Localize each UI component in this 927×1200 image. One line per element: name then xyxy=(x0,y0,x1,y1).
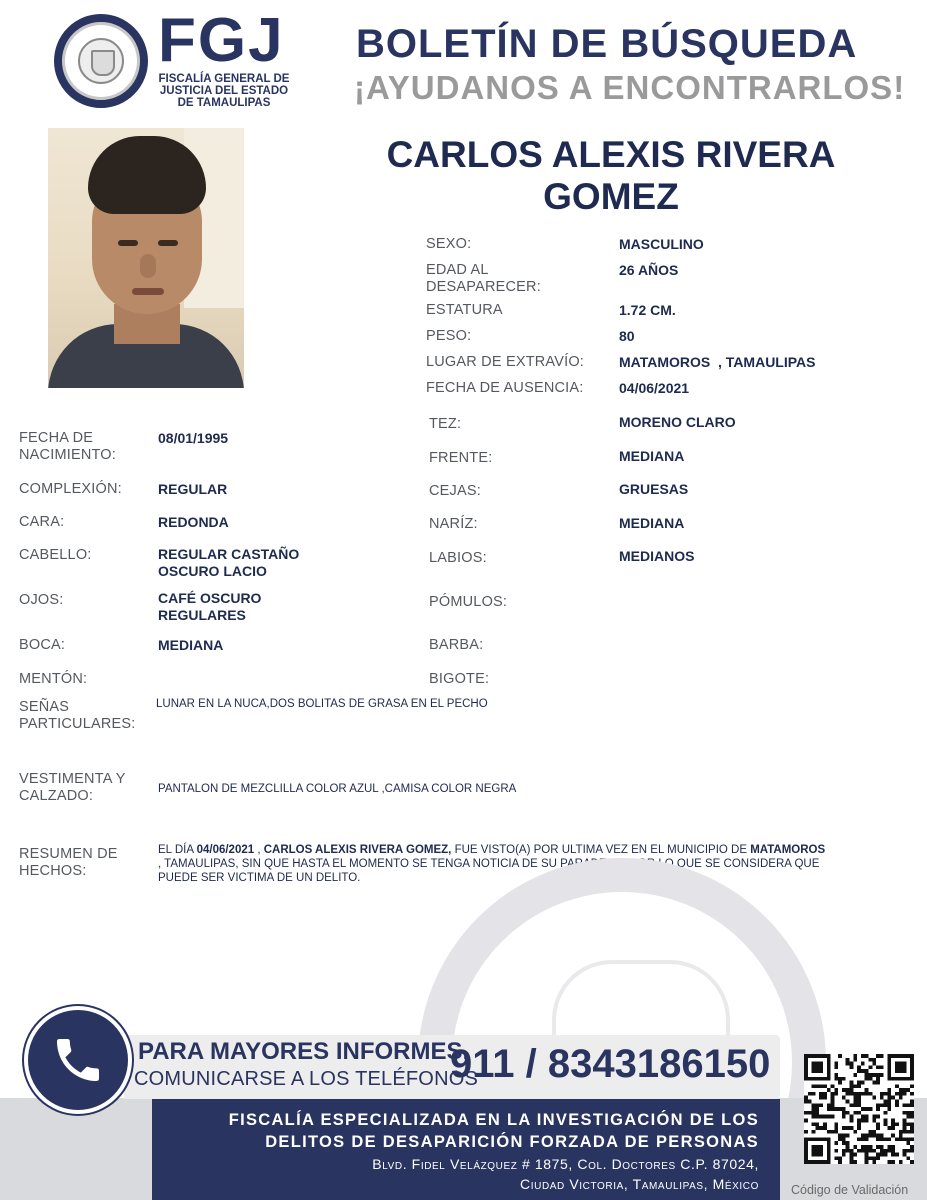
fgj-seal-icon xyxy=(78,38,124,84)
age-value: 26 AÑOS xyxy=(619,262,679,278)
sex-value: MASCULINO xyxy=(619,236,704,252)
lips-value: MEDIANOS xyxy=(619,548,695,564)
height-label: ESTATURA xyxy=(426,302,503,318)
fgj-sub-line: FISCALÍA GENERAL DE xyxy=(158,73,290,85)
marks-label-line1: SEÑAS xyxy=(19,699,70,715)
clothing-label-line2: CALZADO: xyxy=(19,788,94,804)
bulletin-title: BOLETÍN DE BÚSQUEDA xyxy=(356,22,858,66)
absence-date-label: FECHA DE AUSENCIA: xyxy=(426,380,584,396)
mouth-label: BOCA: xyxy=(19,637,66,653)
fgj-logo-text: FGJ xyxy=(158,6,285,75)
qr-caption: Código de Validación xyxy=(791,1183,909,1197)
forehead-value: MEDIANA xyxy=(619,448,685,464)
summary-name: CARLOS ALEXIS RIVERA GOMEZ, xyxy=(263,844,452,856)
birth-label-line1: FECHA DE xyxy=(19,430,94,446)
birth-date-value: 08/01/1995 xyxy=(158,430,229,446)
eyes-value-line1: CAFÉ OSCURO xyxy=(158,590,262,606)
fgj-logo xyxy=(54,14,148,108)
missing-person-photo xyxy=(48,128,244,388)
place-value: MATAMOROS , TAMAULIPAS xyxy=(619,354,816,370)
summary-label xyxy=(19,846,118,880)
marks-value: LUNAR EN LA NUCA,DOS BOLITAS DE GRASA EN EL PECHO xyxy=(156,698,488,710)
summary-line2: , TAMAULIPAS, SIN QUE HASTA EL MOMENTO SE TENGA NOTICIA DE SU PARADERO, POR LO QUE SE CONSIDERA QUE xyxy=(158,858,820,870)
face-label: CARA: xyxy=(19,514,65,530)
phone-icon xyxy=(24,1006,132,1114)
forehead-label: FRENTE: xyxy=(429,450,493,466)
beard-label: BARBA: xyxy=(429,637,484,653)
clothing-label xyxy=(19,771,126,805)
hair-value-line2: OSCURO LACIO xyxy=(158,563,267,579)
hair-label: CABELLO: xyxy=(19,547,92,563)
nose-value: MEDIANA xyxy=(619,515,685,531)
age-label xyxy=(426,262,541,296)
cheekbones-label: PÓMULOS: xyxy=(429,594,508,610)
summary-text-part: EL DÍA xyxy=(158,844,197,856)
skin-label: TEZ: xyxy=(429,416,462,432)
complexion-value: REGULAR xyxy=(158,481,228,497)
age-label-line1: EDAD AL xyxy=(426,262,489,278)
birth-date-label xyxy=(19,430,116,464)
skin-value: MORENO CLARO xyxy=(619,414,736,430)
summary-text xyxy=(158,843,878,885)
marks-label xyxy=(19,699,135,733)
hair-value xyxy=(158,546,299,580)
eyes-value-line2: REGULARES xyxy=(158,607,246,623)
summary-line1 xyxy=(158,843,878,857)
fgj-sub-line: JUSTICIA DEL ESTADO xyxy=(159,85,289,97)
weight-label: PESO: xyxy=(426,328,472,344)
absence-date-value: 04/06/2021 xyxy=(619,380,690,396)
summary-text-part: , xyxy=(254,844,264,856)
mouth-value: MEDIANA xyxy=(158,637,224,653)
summary-date: 04/06/2021 xyxy=(196,844,255,856)
contact-info-line1: PARA MAYORES INFORMES, xyxy=(138,1038,470,1065)
summary-label-line2: HECHOS: xyxy=(19,863,87,879)
marks-label-line2: PARTICULARES: xyxy=(19,716,136,732)
agency-name-line2: DELITOS DE DESAPARICIÓN FORZADA DE PERSONAS xyxy=(265,1133,759,1151)
fgj-logo-subtitle xyxy=(158,73,290,109)
height-value: 1.72 CM. xyxy=(619,302,676,318)
sex-label: SEXO: xyxy=(426,236,472,252)
weight-value: 80 xyxy=(619,328,635,344)
hair-value-line1: REGULAR CASTAÑO xyxy=(158,546,300,562)
summary-place: MATAMOROS xyxy=(750,844,826,856)
agency-address-line2: Ciudad Victoria, Tamaulipas, México xyxy=(520,1176,759,1192)
person-name xyxy=(376,134,846,218)
complexion-label: COMPLEXIÓN: xyxy=(19,481,122,497)
brows-label: CEJAS: xyxy=(429,483,481,499)
summary-label-line1: RESUMEN DE xyxy=(19,846,118,862)
mustache-label: BIGOTE: xyxy=(429,671,490,687)
lips-label: LABIOS: xyxy=(429,550,487,566)
agency-name-line1: FISCALÍA ESPECIALIZADA EN LA INVESTIGACIÓN DE LOS xyxy=(228,1111,759,1129)
contact-info-line2: COMUNICARSE A LOS TELÉFONOS xyxy=(134,1068,479,1090)
nose-label: NARÍZ: xyxy=(429,516,478,532)
person-name-line1: CARLOS ALEXIS RIVERA xyxy=(386,134,836,175)
fgj-sub-line: DE TAMAULIPAS xyxy=(177,97,271,109)
brows-value: GRUESAS xyxy=(619,481,689,497)
face-value: REDONDA xyxy=(158,514,229,530)
place-label: LUGAR DE EXTRAVÍO: xyxy=(426,354,585,370)
person-name-line2: GOMEZ xyxy=(543,176,679,217)
qr-code-icon[interactable] xyxy=(804,1054,914,1164)
eyes-value xyxy=(158,590,261,624)
summary-line3: PUEDE SER VICTIMA DE UN DELITO. xyxy=(158,872,361,884)
agency-address-line1: Blvd. Fidel Velázquez # 1875, Col. Doctores C.P. 87024, xyxy=(372,1156,759,1172)
bulletin-subtitle: ¡AYUDANOS A ENCONTRARLOS! xyxy=(354,69,906,106)
clothing-value: PANTALON DE MEZCLILLA COLOR AZUL ,CAMISA COLOR NEGRA xyxy=(158,783,517,795)
summary-text-part: FUE VISTO(A) POR ULTIMA VEZ EN EL MUNICIPIO DE xyxy=(451,844,751,856)
phone-numbers: 911 / 8343186150 xyxy=(450,1042,771,1086)
age-label-line2: DESAPARECER: xyxy=(426,279,541,295)
chin-label: MENTÓN: xyxy=(19,671,88,687)
eyes-label: OJOS: xyxy=(19,592,64,608)
birth-label-line2: NACIMIENTO: xyxy=(19,447,116,463)
clothing-label-line1: VESTIMENTA Y xyxy=(19,771,126,787)
